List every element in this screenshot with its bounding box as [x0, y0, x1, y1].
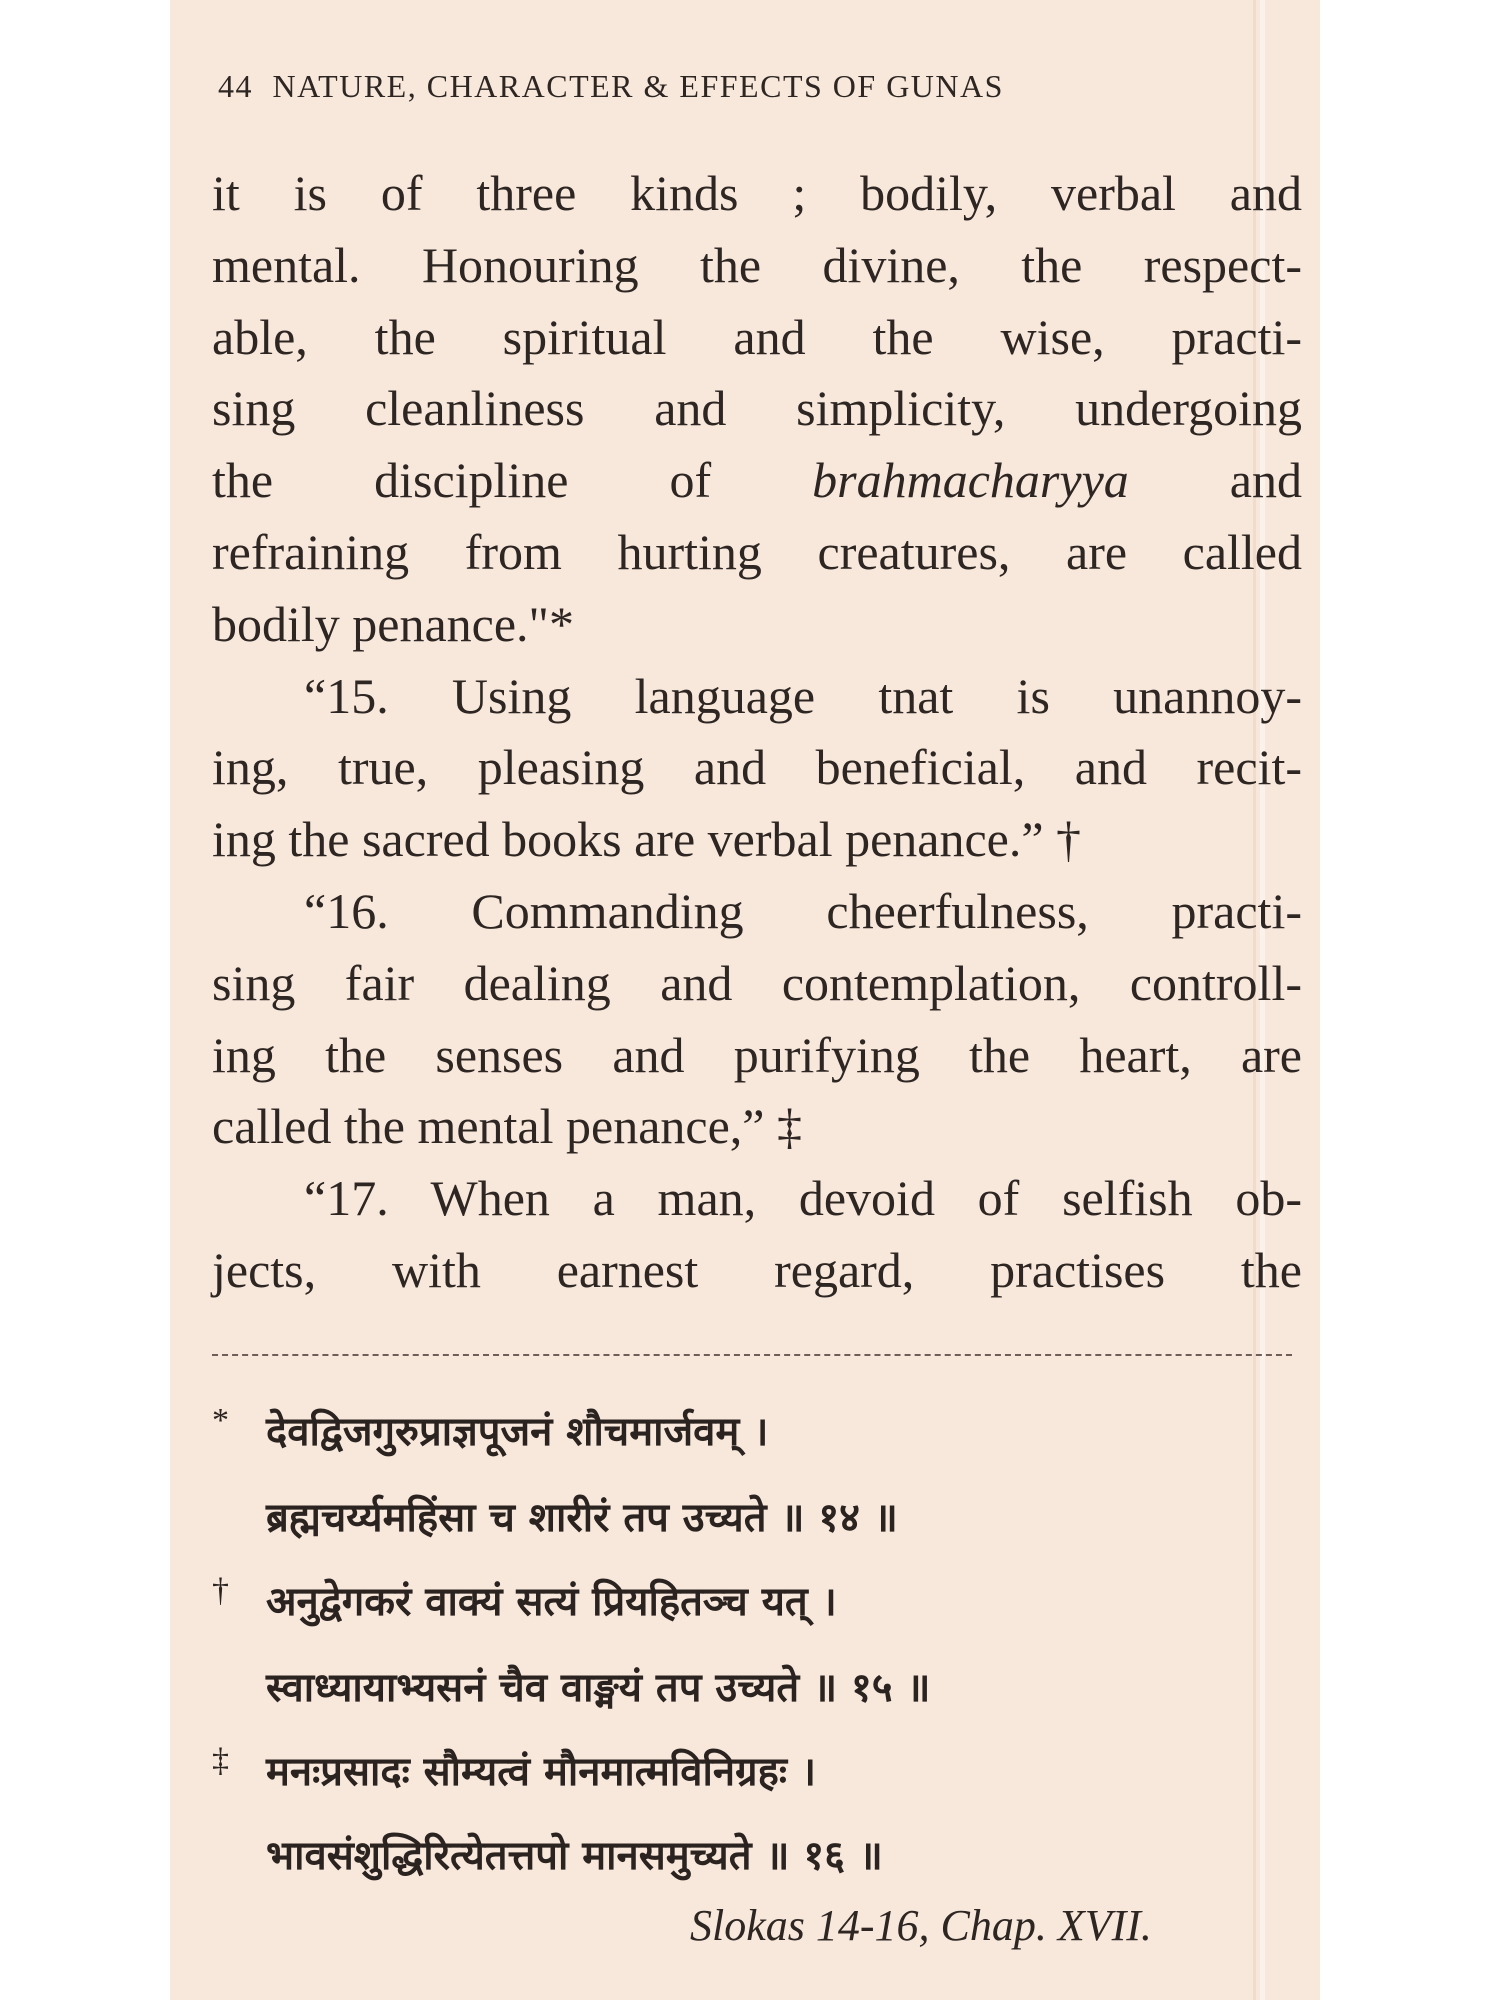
sanskrit-verse: स्वाध्यायाभ्यसनं चैव वाङ्मयं तप उच्यते ॥ १५ ॥ [266, 1665, 931, 1711]
footnote-mark: ‡ [212, 1742, 229, 1779]
running-title: NATURE, CHARACTER & EFFECTS OF GUNAS [272, 68, 1004, 104]
footnote-line [212, 1488, 1302, 1543]
body-line: jects, with earnest regard, practises the [212, 1241, 1302, 1298]
body-line: sing cleanliness and simplicity, undergoing [212, 380, 1302, 437]
running-header [218, 68, 1268, 105]
body-line: mental. Honouring the divine, the respect- [212, 236, 1302, 293]
verse-line: “15. Using language tnat is unannoy- [304, 667, 1302, 724]
footnote-line [212, 1826, 1302, 1881]
body-line: able, the spiritual and the wise, practi- [212, 308, 1302, 365]
body-line: ing the senses and purifying the heart, are [212, 1026, 1302, 1083]
body-line: refraining from hurting creatures, are called [212, 523, 1302, 580]
body-line: it is of three kinds ; bodily, verbal and [212, 165, 1302, 221]
footnote-line [212, 1742, 1302, 1797]
footnote-divider [212, 1354, 1292, 1356]
footnote-line [212, 1658, 1302, 1713]
footnote-line [212, 1402, 1302, 1457]
body-text-run: and [1128, 452, 1302, 509]
body-line: bodily penance."* [212, 595, 574, 652]
body-line: ing, true, pleasing and beneficial, and recit- [212, 739, 1302, 796]
sanskrit-verse: मनःप्रसादः सौम्यत्वं मौनमात्मविनिग्रहः । [266, 1749, 817, 1795]
sanskrit-verse: अनुद्वेगकरं वाक्यं सत्यं प्रियहितञ्च यत् । [266, 1579, 837, 1625]
sanskrit-verse: भावसंशुद्धिरित्येतत्तपो मानसमुच्यते ॥ १६ ॥ [266, 1833, 883, 1879]
body-line: ing the sacred books are verbal penance.” † [212, 811, 1082, 868]
sanskrit-verse: देवद्विजगुरुप्राज्ञपूजनं शौचमार्जवम् । [266, 1409, 769, 1455]
footnote-mark: † [212, 1572, 229, 1609]
sanskrit-verse: ब्रह्मचर्य्यमहिंसा च शारीरं तप उच्यते ॥ १४ ॥ [266, 1495, 898, 1541]
body-line [212, 445, 1302, 517]
book-page [170, 0, 1320, 2000]
body-line: sing fair dealing and contemplation, controll- [212, 954, 1302, 1011]
verse-line: “16. Commanding cheerfulness, practi- [304, 882, 1302, 939]
body-line: called the mental penance,” ‡ [212, 1098, 802, 1155]
footnote-line [212, 1572, 1302, 1627]
footnote-mark: * [212, 1402, 229, 1439]
source-citation: Slokas 14-16, Chap. XVII. [690, 1901, 1152, 1950]
body-text [212, 158, 1302, 1307]
italic-term: brahmacharyya [812, 452, 1129, 509]
page-number: 44 [218, 68, 253, 104]
body-text-run: the discipline of [212, 452, 813, 509]
verse-line: “17. When a man, devoid of selfish ob- [304, 1170, 1302, 1227]
